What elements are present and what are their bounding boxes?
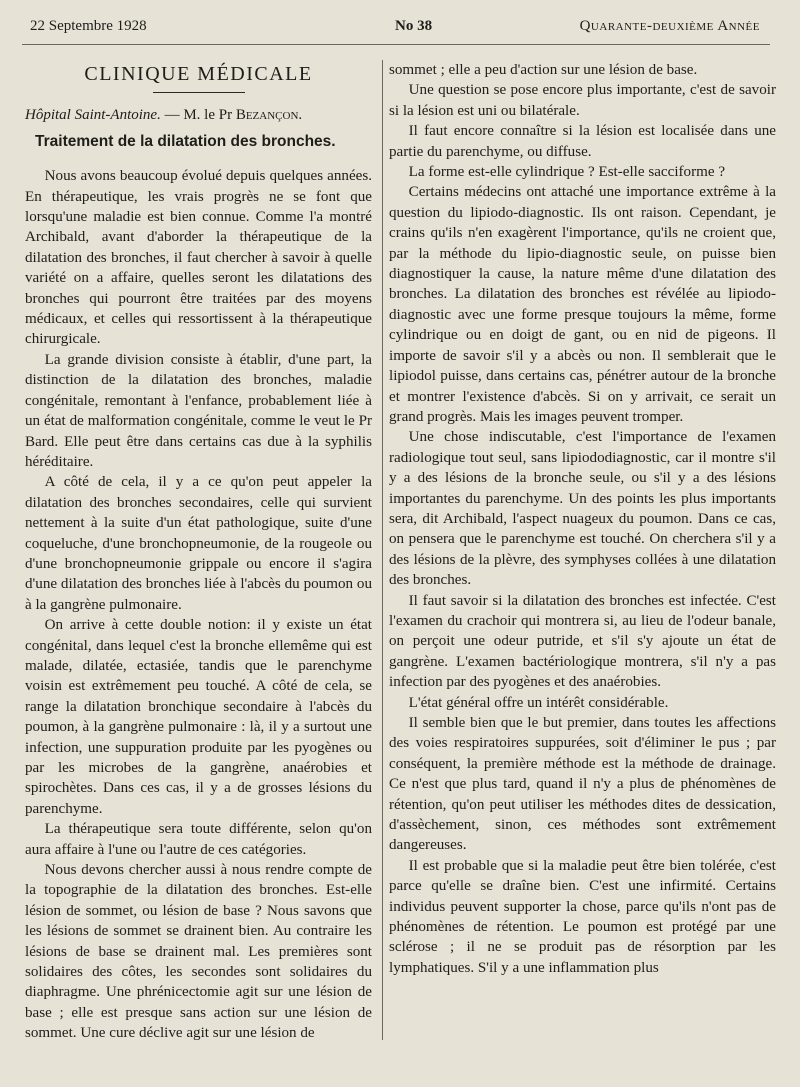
affiliation-line xyxy=(25,105,372,125)
paragraph: Nous devons chercher aussi à nous rendre compte de la topographie de la dilatation des bronches. Est-elle lésion de sommet, ou lésion de base ? Nous savons que les lésions de sommet se drainent bien. Au contraire les lésions de base se drainent mal. Les premières sont solidaires des côtes, les secondes sont solidaires du diaphragme. Une phrénicectomie agit sur une lésion de base ; elle est presque sans action sur une lésion de sommet. Une cure déclive agit sur une lésion de xyxy=(25,862,372,1042)
paragraph: Une question se pose encore plus importante, c'est de savoir si la lésion est uni ou bilatérale. xyxy=(389,82,776,119)
paragraph: Une chose indiscutable, c'est l'importance de l'examen radiologique tout seul, sans lipiododiagnostic, car il montre s'il y a des lésions de la bronche seule, ou s'il y a des lésions importantes du parenchyme. Un des points les plus importants sera, dit Archibald, l'aspect nuageux du poumon. Dans ce cas, on pensera que le parenchyme est touché. On cherchera s'il y a des lésions de la plèvre, des symphyses collées à une dilatation des bronches. xyxy=(389,429,776,589)
running-head xyxy=(30,18,760,42)
right-column-body xyxy=(389,60,776,978)
hospital-name: Hôpital Saint-Antoine. xyxy=(25,107,161,124)
paragraph: A côté de cela, il y a ce qu'on peut appeler la dilatation des bronches secondaires, celle qui survient nettement à la suite d'un état pathologique, suite d'une coqueluche, d'une bronchopneumonie, de la rougeole ou d'une bronchopneumonie grippale ou encore il s'agira d'une dilatation des bronches liée à l'abcès du poumon ou à la gangrène pulmonaire. xyxy=(25,474,372,613)
author-name: Bezançon. xyxy=(235,107,303,124)
section-title: CLINIQUE MÉDICALE xyxy=(84,63,313,85)
paragraph: Nous avons beaucoup évolué depuis quelques années. En thérapeutique, les vrais progrès ne se font que lorsqu'une maladie est bien connue. Comme l'a montré Archibald, avant d'aborder la thérapeutique de la dilatation des bronches, il faut chercher à savoir à quelle variété on a affaire, quelles seront les dilatations des bronches qui pourront être traitées par des moyens médicaux, et celles qui ressortissent à la thérapeutique chirurgicale. xyxy=(25,168,372,348)
paragraph: Il est probable que si la maladie peut être bien tolérée, c'est parce qu'elle se draîne bien. C'est une infirmité. Certains individus peuvent supporter la chose, parce qu'ils n'ont pas de phénomènes de rétention. Le poumon est protégé par une sclérose ; il ne se produit pas de résorption par les lymphatiques. S'il y a une inflammation plus xyxy=(389,857,776,976)
paragraph: Il semble bien que le but premier, dans toutes les affections des voies respiratoires suppurées, soit d'éliminer le pus ; par conséquent, la première méthode est la méthode de drainage. Ce n'est que plus tard, quand il n'y a plus de phénomènes de rétention, qu'on peut utiliser les méthodes dites de dessication, d'assèchement, sinon, ces méthodes sont extrêmement dangereuses. xyxy=(389,715,776,854)
paragraph: La thérapeutique sera toute différente, selon qu'on aura affaire à l'une ou l'autre de ces catégories. xyxy=(25,821,372,858)
paragraph: Il faut encore connaître si la lésion est localisée dans une partie du parenchyme, ou diffuse. xyxy=(389,123,776,160)
volume-year: Quarante-deuxième Année xyxy=(579,18,760,34)
issue-number: No 38 xyxy=(395,18,433,34)
paragraph: Il faut savoir si la dilatation des bronches est infectée. C'est l'examen du crachoir qui montrera si, au lieu de l'odeur banale, on perçoit une odeur putride, et s'il s'y ajoute un état de gangrène. L'examen bactériologique montrera, s'il n'y a pas infection par des pyogènes et des anaérobies. xyxy=(389,592,776,691)
issue-date: 22 Septembre 1928 xyxy=(30,18,147,34)
column-divider xyxy=(382,60,383,1040)
paragraph: Certains médecins ont attaché une importance extrême à la question du lipiodo-diagnostic. Ils ont raison. Cependant, je crains qu'ils n'en exagèrent l'importance, qu'ils ne croient que, par la méthode du lipio-diagnostic seule, on puisse bien diagnostiquer la cause, la nature même d'une dilatation des bronches. La dilatation des bronches est révélée au lipiodo-diagnostic avec une forme presque toujours la même, forme cylindrique ou en doigt de gant, ou en nid de pigeons. Il importe de savoir s'il y a abcès ou non. Il semblerait que le lipiodol puisse, dans certains cas, pénétrer autour de la bronche et montrer l'existence d'abcès. Si on y arrivait, ce serait un grand progrès. Mais les images peuvent tromper. xyxy=(389,184,776,425)
paragraph: La forme est-elle cylindrique ? Est-elle sacciforme ? xyxy=(408,164,726,181)
left-column-body xyxy=(25,166,372,1043)
header-rule xyxy=(22,44,770,45)
left-column xyxy=(25,60,372,1044)
paragraph: L'état général offre un intérêt considérable. xyxy=(408,694,669,711)
paragraph: On arrive à cette double notion: il y existe un état congénital, dans lequel c'est la bronche ellemême qui est malade, dilatée, ectasiée, tandis que le parenchyme voisin est extrêmement peu touché. A côté de cela, se range la dilatation bronchique secondaire à l'abcès du poumon, à la gangrène pulmonaire : là, il y a surtout une infection, une suppuration produite par les pyogènes ou par les microbes de la gangrène, anaérobies et spirochètes. Dans ces cas, il y a de grosses lésions du parenchyme. xyxy=(25,617,372,817)
paragraph: sommet ; elle a peu d'action sur une lésion de base. xyxy=(389,62,698,78)
right-column xyxy=(389,60,776,978)
paragraph: La grande division consiste à établir, d'une part, la distinction de la dilatation des bronches, maladie congénitale, remontant à l'enfance, probablement liée à un état de malformation congénitale, comme le veut le Pr Bard. Elle peut être dans certains cas due à la syphilis héréditaire. xyxy=(25,351,372,470)
title-rule xyxy=(153,92,245,93)
affiliation-dash: — M. le Pr xyxy=(160,107,236,124)
article-title: Traitement de la dilatation des bronches. xyxy=(35,132,336,150)
